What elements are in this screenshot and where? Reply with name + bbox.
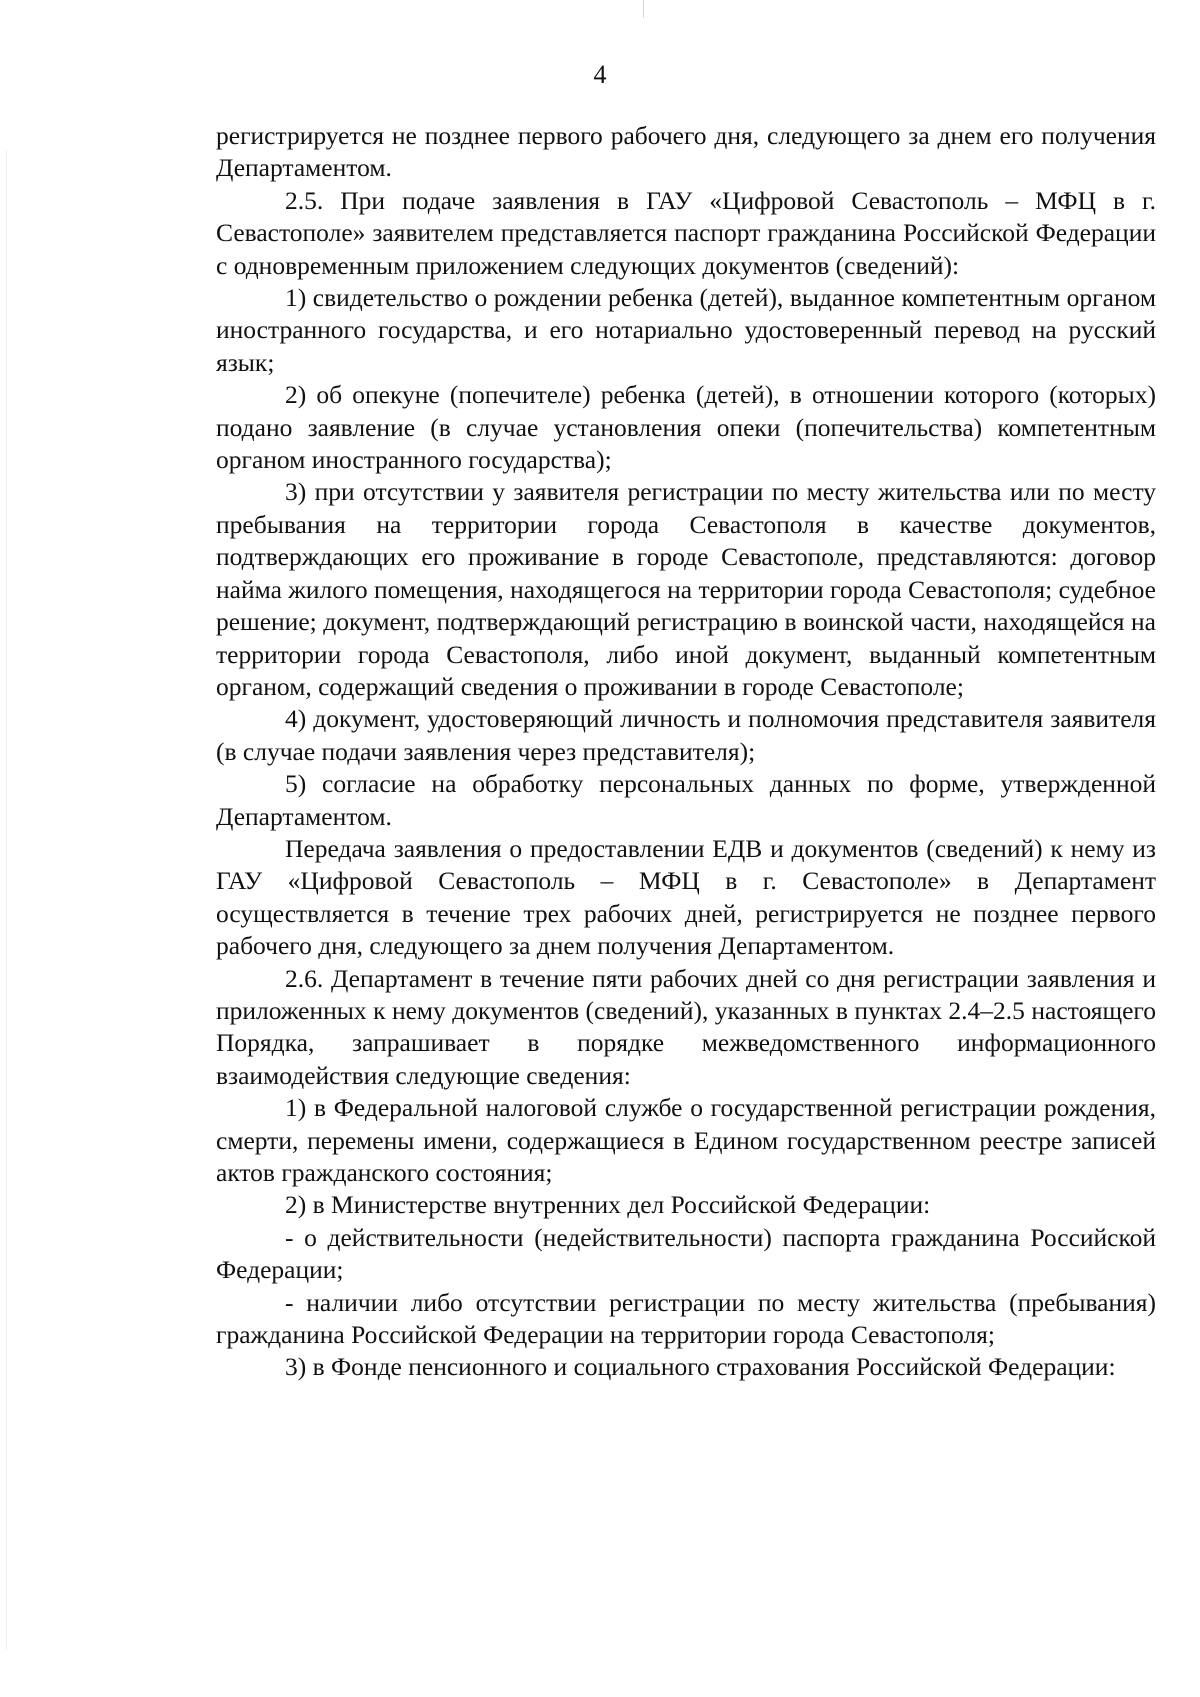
list-item: 5) согласие на обработку персональных данных по форме, утвержденной Департаментом.	[216, 769, 1156, 831]
list-item: 3) в Фонде пенсионного и социального страхования Российской Федерации:	[285, 1352, 1116, 1382]
list-item: 2) об опекуне (попечителе) ребенка (детей), в отношении которого (которых) подано заявление (в случае установления опеки (попечительства) компетентным органом иностранного государства);	[216, 380, 1156, 475]
paragraph: Передача заявления о предоставлении ЕДВ и документов (сведений) к нему из ГАУ «Цифровой Севастополь – МФЦ в г. Севастополе» в Департамент осуществляется в течение трех рабочих дней, регистрируется не позднее первого рабочего дня, следующего за днем получения Департаментом.	[216, 833, 1156, 961]
paragraph: 2.5. При подаче заявления в ГАУ «Цифровой Севастополь – МФЦ в г. Севастополе» заявителем представляется паспорт гражданина Российской Федерации с одновременным приложением следующих документов (сведений):	[216, 185, 1156, 280]
list-item: 3) при отсутствии у заявителя регистрации по месту жительства или по месту пребывания на территории города Севастополя в качестве документов, подтверждающих его проживание в городе Севастополе, представляются: договор найма жилого помещения, находящегося на территории города Севастополя; судебное решение; документ, подтверждающий регистрацию в воинской части, находящейся на территории города Севастополя, либо иной документ, выданный компетентным органом, содержащий сведения о проживании в городе Севастополе;	[216, 477, 1156, 701]
list-item: 2) в Министерстве внутренних дел Российской Федерации:	[285, 1190, 931, 1220]
list-item: 1) свидетельство о рождении ребенка (детей), выданное компетентным органом иностранного государства, и его нотариально удостоверенный перевод на русский язык;	[216, 283, 1156, 377]
scan-edge-mark-top	[643, 0, 644, 18]
paragraph: регистрируется не позднее первого рабочего дня, следующего за днем его получения Департаментом.	[216, 121, 1156, 183]
paragraph: 2.6. Департамент в течение пяти рабочих дней со дня регистрации заявления и приложенных к нему документов (сведений), указанных в пунктах 2.4–2.5 настоящего Порядка, запрашивает в порядке межведомственного информационного взаимодействия следующие сведения:	[216, 963, 1156, 1090]
document-body	[216, 120, 1156, 1384]
list-item: - наличии либо отсутствии регистрации по месту жительства (пребывания) гражданина Российской Федерации на территории города Севастополя;	[216, 1287, 1156, 1350]
list-item: 4) документ, удостоверяющий личность и полномочия представителя заявителя (в случае подачи заявления через представителя);	[216, 704, 1156, 766]
scan-edge-mark-left	[6, 150, 7, 1650]
list-item: 1) в Федеральной налоговой службе о государственной регистрации рождения, смерти, перемены имени, содержащиеся в Едином государственном реестре записей актов гражданского состояния;	[216, 1093, 1156, 1187]
page-number: 4	[593, 60, 607, 89]
list-item: - о действительности (недействительности) паспорта гражданина Российской Федерации;	[216, 1222, 1156, 1285]
